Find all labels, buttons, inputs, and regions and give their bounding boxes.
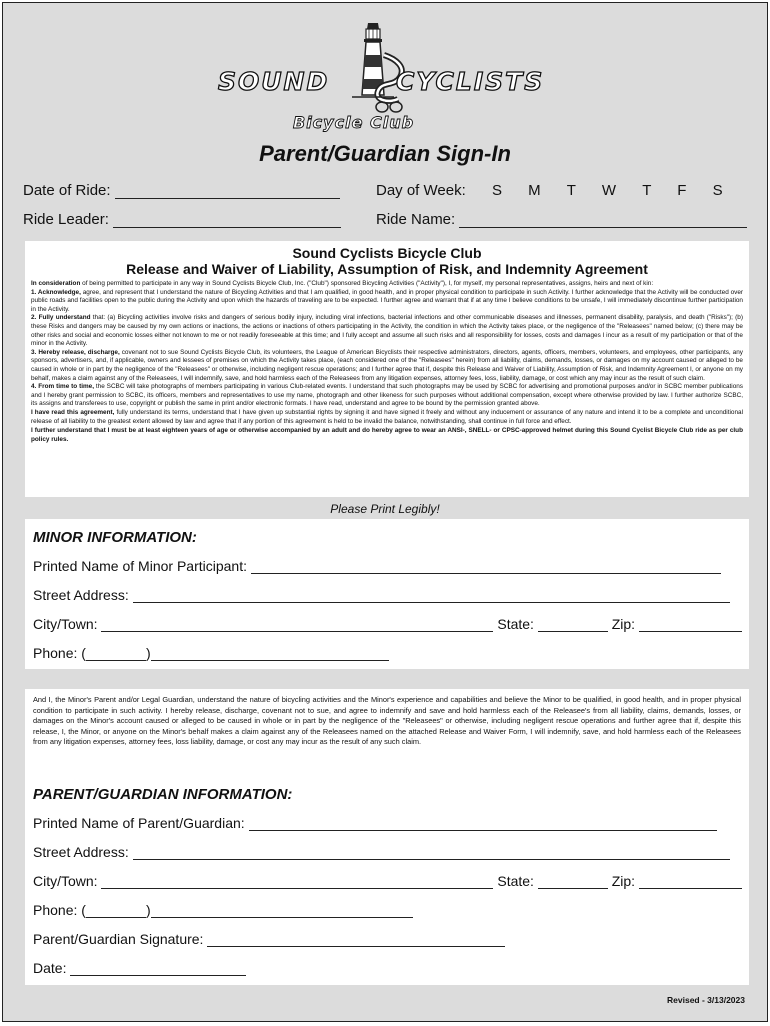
minor-zip-label: Zip: [611, 616, 636, 632]
parent-name-line[interactable] [249, 816, 717, 831]
waiver-paragraph: In consideration of being permitted to participate in any way in Sound Cyclists Bicycle Club, Inc. ("Club") sponsored Bicycling Activities ("Activity"), I, for myself, my personal representatives, assigns, heirs and next of kin: [31, 280, 654, 287]
minor-state-label: State: [497, 616, 534, 632]
parent-name-label: Printed Name of Parent/Guardian: [33, 815, 245, 831]
sign-in-form-page [2, 2, 768, 1022]
minor-city-label: City/Town: [33, 616, 98, 632]
waiver-paragraph: 1. Acknowledge, agree, and represent that I understand the nature of Bicycling Activities and that I am qualified, in good health, and in proper physical condition to participate in such Activity. I further acknowledge that the Activity will be conducted over public roads and facilities open to the public during the Activity and upon which the hazards of traveling are to be expected. I further agree and warrant that if at any time I believe conditions to be unsafe, I will immediately discontinue further participation in the Activity. [31, 288, 744, 313]
parent-signature-field[interactable] [33, 931, 505, 947]
revision-date: Revised - 3/13/2023 [667, 995, 745, 1005]
ride-leader-field[interactable] [23, 211, 341, 228]
minor-street-field[interactable] [33, 587, 730, 603]
minor-zip-line[interactable] [639, 617, 742, 632]
parent-name-field[interactable] [33, 815, 717, 831]
minor-street-line[interactable] [133, 588, 730, 603]
minor-name-line[interactable] [251, 559, 721, 574]
ride-leader-line[interactable] [113, 213, 341, 228]
minor-city-line[interactable] [101, 617, 493, 632]
minor-name-label: Printed Name of Minor Participant: [33, 558, 247, 574]
day-option-fri[interactable]: F [677, 182, 687, 199]
logo-word-sound: SOUND [218, 67, 330, 96]
waiver-subtitle: Release and Waiver of Liability, Assumption of Risk, and Indemnity Agreement [126, 261, 648, 277]
waiver-title: Sound Cyclists Bicycle Club [292, 245, 482, 261]
minor-street-label: Street Address: [33, 587, 129, 603]
guardian-consent-text: And I, the Minor's Parent and/or Legal Guardian, understand the nature of bicycling activities and the Minor's experience and capabilities and believe the Minor to be qualified, in good health, and in proper physical condition to participate in such activity. I hereby release, discharge, covenant not to sue, and agree to indemnify and save and hold harmless each of the Releasee's from all liability, claims, demands, losses, or damages on the Minor's account caused or alleged to be caused in whole or in part by the negligence of the "Releasees" or otherwise, including negligent rescue operations and further agree that if, despite this release, I, the Minor, or anyone on the Minor's behalf makes a claim against any of the Releasees named on the attached Release and Waiver Form, I will indemnify, save, and hold harmless each of the Releasees from any litigation expenses, attorney fees, loss liability, damage, or cost any may incur as the result of any such claim. [33, 695, 741, 746]
minor-information-panel [25, 519, 749, 669]
parent-signature-label: Parent/Guardian Signature: [33, 931, 204, 947]
parent-phone-field[interactable] [33, 902, 413, 918]
waiver-paragraph: 2. Fully understand that: (a) Bicycling activities involve risks and dangers of serious bodily injury, including viral infections, bacterial infections and other communicable diseases and illnesses, permanent disability, paralysis, and death ("Risks"); (b) these Risks and dangers may be caused by my own actions or inactions, the actions or inactions of others participating in the Activity, the condition in which the Activity takes place, or the negligence of the "Releasees" named below; (c) there may be other risks and social and economic losses either not known to me or not readily foreseeable at this time; and I fully accept and assume all such risks and all responsibility for losses, costs and damages I incur as a result of my participation or that of the minor in the Activity. [31, 314, 743, 348]
ride-name-field[interactable] [376, 211, 747, 228]
day-option-thu[interactable]: T [642, 182, 652, 199]
day-option-wed[interactable]: W [601, 182, 617, 199]
parent-information-panel [25, 775, 749, 985]
minor-phone-label: Phone: ( [33, 645, 86, 661]
parent-date-label: Date: [33, 960, 67, 976]
parent-phone-line[interactable] [151, 903, 413, 918]
logo-subtitle: Bicycle Club [293, 113, 415, 132]
date-of-ride-label: Date of Ride: [23, 182, 111, 199]
parent-date-field[interactable] [33, 960, 246, 976]
day-option-mon[interactable]: M [528, 182, 541, 199]
date-of-ride-line[interactable] [115, 184, 340, 199]
parent-street-line[interactable] [133, 845, 730, 860]
date-of-ride-field[interactable] [23, 182, 340, 199]
minor-phone-field[interactable] [33, 645, 389, 661]
minor-name-field[interactable] [33, 558, 721, 574]
day-option-sat[interactable]: S [712, 182, 723, 199]
parent-street-label: Street Address: [33, 844, 129, 860]
lighthouse-icon [338, 15, 408, 115]
day-option-tue[interactable]: T [566, 182, 576, 199]
parent-city-line[interactable] [101, 874, 493, 889]
parent-signature-line[interactable] [207, 932, 505, 947]
waiver-body [31, 280, 743, 444]
waiver-paragraph: I have read this agreement, fully understand its terms, understand that I have given up substantial rights by signing it and have signed it freely and without any inducement or assurance of any nature and intend it to be a complete and unconditional release of all liability to the greatest extent allowed by law and agree that if any portion of this agreement is held to be invalid the balance, notwithstanding, shall continue in full force and effect. [31, 408, 744, 425]
parent-area-code-line[interactable] [86, 903, 146, 918]
parent-phone-label: Phone: ( [33, 902, 86, 918]
parent-city-label: City/Town: [33, 873, 98, 889]
waiver-paragraph: 4. From time to time, the SCBC will take photographs of members participating in various Club-related events. I understand that such photographs may be used by SCBC for advertising and promotional purposes and/or in SCBC member publications and I hereby grant permission to SCBC, its officers, members and representatives to use my name, photograph and other likeness for such purposes without additional compensation, except where otherwise provided by law. I further authorize SCBC, its assigns and transferees to use, copyright or publish the same in print and/or electronic formats. I have read, understand and agree to be bound by the permission granted above. [31, 383, 744, 408]
minor-area-code-line[interactable] [86, 646, 146, 661]
minor-city-field[interactable] [33, 616, 742, 632]
day-of-week-field[interactable] [376, 182, 723, 199]
minor-phone-line[interactable] [151, 646, 389, 661]
ride-leader-label: Ride Leader: [23, 211, 109, 228]
parent-phone-close: ) [145, 902, 151, 918]
parent-state-label: State: [497, 873, 534, 889]
minor-state-line[interactable] [538, 617, 608, 632]
club-logo [218, 15, 568, 135]
parent-city-field[interactable] [33, 873, 742, 889]
parent-zip-line[interactable] [639, 874, 742, 889]
ride-name-label: Ride Name: [376, 211, 456, 228]
day-option-sun[interactable]: S [491, 182, 502, 199]
parent-section-title: PARENT/GUARDIAN INFORMATION: [33, 786, 293, 803]
parent-date-line[interactable] [70, 961, 246, 976]
waiver-paragraph: 3. Hereby release, discharge, covenant not to sue Sound Cyclists Bicycle Club, its volunteers, the League of American Bicyclists their respective administrators, directors, agents, officers, members, volunteers, and employees, other participants, any sponsors, advertisers, and, if applicable, owners and lessees of premises on which the Activity takes place, (each considered one of the "Releasees" herein) from all liability, claims, demands, losses, or damages on my account caused or alleged to be caused in whole or in part by the negligence of the "Releasees" or otherwise, including negligent rescue operations; and I further agree that if, despite this Release and Waiver of Liability, Assumption of Risk, and Indemnity Agreement I, or anyone on my behalf, makes a claim against any of the Releasees, I will indemnify, save, and hold harmless each of the Releasees from any litigation expenses, attorney fees, loss, liability, damage, or cost which any may incur as the result of such claim. [31, 348, 743, 382]
parent-street-field[interactable] [33, 844, 730, 860]
parent-state-line[interactable] [538, 874, 608, 889]
minor-section-title: MINOR INFORMATION: [33, 529, 197, 546]
day-of-week-label: Day of Week: [376, 182, 466, 199]
waiver-box [25, 241, 749, 497]
form-title: Parent/Guardian Sign-In [259, 141, 511, 166]
helmet-policy: I further understand that I must be at least eighteen years of age or otherwise accompanied by an adult and do hereby agree to wear an ANSI-, SNELL- or CPSC-approved helmet during this Sound Cyclist Bicycle Club ride as per club policy rules. [31, 427, 743, 443]
print-legibly-note: Please Print Legibly! [330, 502, 440, 516]
logo-word-cyclists: CYCLISTS [396, 67, 545, 96]
parent-zip-label: Zip: [611, 873, 636, 889]
minor-phone-close: ) [145, 645, 151, 661]
ride-name-line[interactable] [459, 213, 747, 228]
